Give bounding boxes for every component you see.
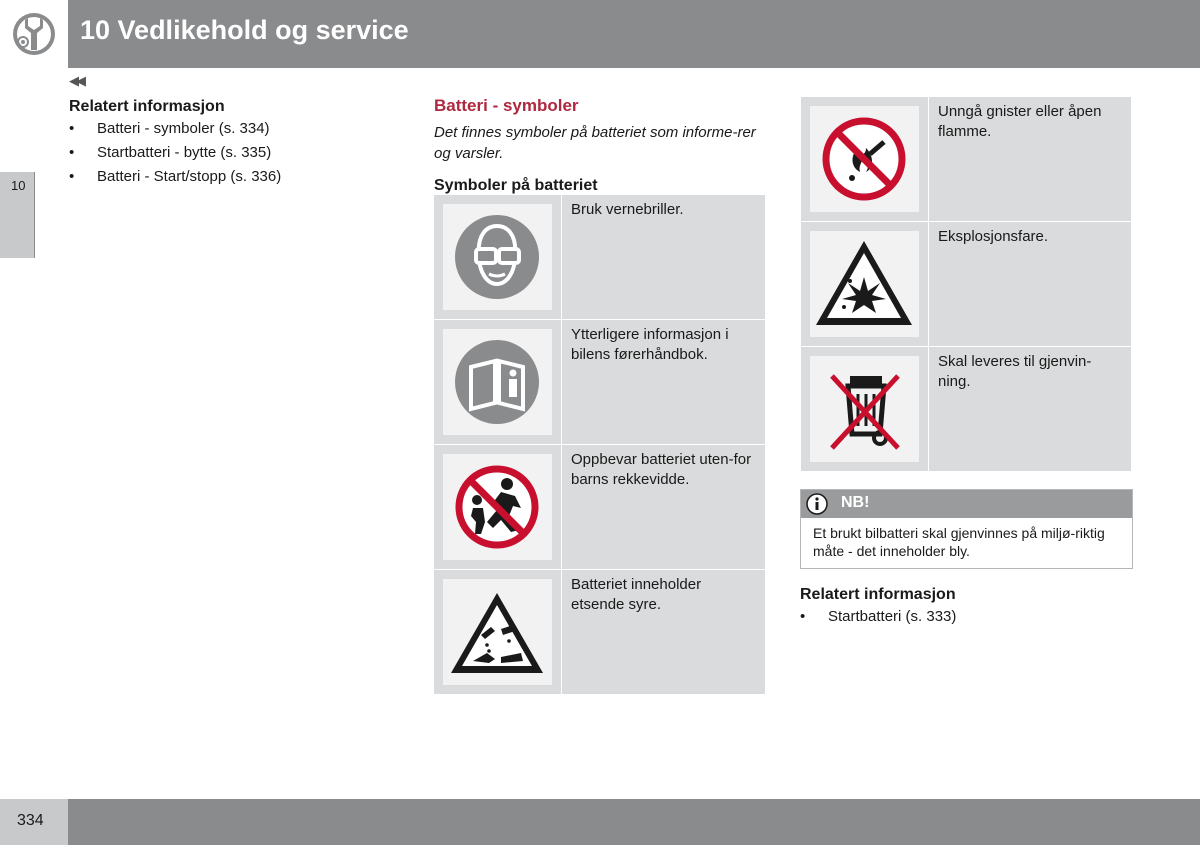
chapter-title: 10 Vedlikehold og service — [80, 15, 409, 45]
manual-info-icon — [443, 329, 552, 435]
symbol-row — [434, 445, 765, 569]
note-box — [800, 489, 1133, 569]
note-header — [801, 490, 1132, 518]
battery-symbols-section — [434, 96, 766, 196]
section-title: Batteri - symboler — [434, 96, 579, 115]
symbol-row — [801, 222, 1131, 346]
symbol-row — [434, 320, 765, 444]
page-number: 334 — [17, 812, 44, 829]
header-icon-box — [0, 0, 68, 68]
symbol-description: Eksplosjonsfare. — [938, 228, 1049, 245]
related-info-heading: Relatert informasjon — [800, 586, 956, 603]
info-icon — [806, 493, 828, 515]
related-info-left — [69, 97, 399, 189]
related-info-heading: Relatert informasjon — [69, 98, 225, 115]
symbol-description: Bruk vernebriller. — [571, 201, 684, 218]
footer-bar — [68, 799, 1200, 845]
symbols-subheading: Symboler på batteriet — [434, 177, 598, 194]
note-title: NB! — [841, 494, 870, 511]
related-link[interactable]: • Batteri - Start/stopp (s. 336) — [69, 165, 399, 189]
related-info-list — [800, 605, 1131, 629]
related-link[interactable]: • Startbatteri - bytte (s. 335) — [69, 141, 399, 165]
symbol-row — [434, 195, 765, 319]
page-number-box — [0, 799, 68, 845]
symbol-description: Skal leveres til gjenvin-ning. — [938, 353, 1092, 390]
chapter-side-tab-label: 10 — [11, 178, 26, 193]
symbol-description: Batteriet inneholder etsende syre. — [571, 576, 702, 613]
recycle-bin-crossed-icon — [810, 356, 919, 462]
keep-away-children-icon — [443, 454, 552, 560]
symbol-description: Unngå gnister eller åpen flamme. — [938, 103, 1102, 140]
symbol-row — [434, 570, 765, 694]
chapter-side-tab[interactable] — [0, 172, 35, 258]
symbols-table-right — [801, 97, 1131, 472]
section-intro: Det finnes symboler på batteriet som informe-rer og varsler. — [434, 124, 756, 162]
back-navigation-icon[interactable]: ◀◀ — [69, 73, 83, 88]
symbol-row — [801, 347, 1131, 471]
note-text: Et brukt bilbatteri skal gjenvinnes på miljø-riktig måte - det inneholder bly. — [813, 525, 1105, 559]
no-sparks-flame-icon — [810, 106, 919, 212]
symbol-description: Oppbevar batteriet uten-for barns rekkevidde. — [571, 451, 752, 488]
related-info-right — [800, 585, 1131, 629]
related-link[interactable]: • Startbatteri (s. 333) — [800, 605, 1131, 629]
chapter-header — [0, 0, 1200, 68]
related-link[interactable]: • Batteri - symboler (s. 334) — [69, 117, 399, 141]
wrench-service-icon — [12, 12, 56, 56]
symbols-table-left — [434, 195, 765, 695]
safety-goggles-icon — [443, 204, 552, 310]
explosion-hazard-icon — [810, 231, 919, 337]
symbol-description: Ytterligere informasjon i bilens førerhåndbok. — [571, 326, 729, 363]
related-info-list — [69, 117, 399, 189]
corrosive-acid-icon — [443, 579, 552, 685]
symbol-row — [801, 97, 1131, 221]
